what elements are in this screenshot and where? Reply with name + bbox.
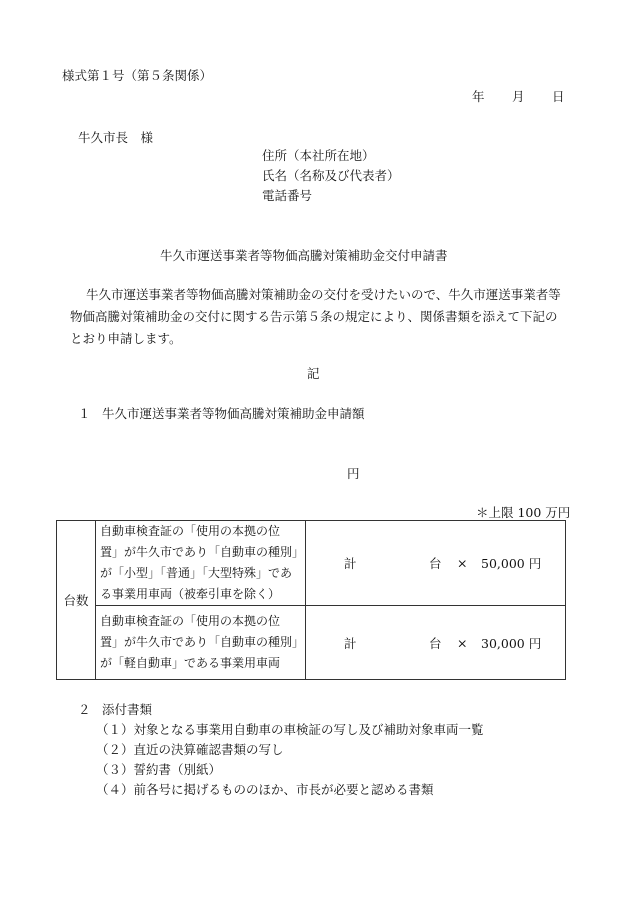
- body-paragraph: [70, 284, 564, 350]
- date-day-label: 日: [552, 89, 565, 104]
- condition-line: が「小型」「普通」「大型特殊」であ: [100, 566, 293, 580]
- section1-title: 牛久市運送事業者等物価高騰対策補助金申請額: [102, 406, 365, 421]
- condition-line: る事業用車両（被牽引車を除く）: [100, 587, 281, 601]
- applicant-address-label: 住所（本社所在地）: [262, 148, 375, 163]
- attachment-item: （１）対象となる事業用自動車の車検証の写し及び補助対象車両一覧: [96, 722, 484, 737]
- body-text: 牛久市運送事業者等物価高騰対策補助金の交付を受けたいので、牛久市運送事業者等物価高騰対策補助金の交付に関する告示第５条の規定により、関係書類を添えて下記のとおり申請します。: [70, 287, 561, 346]
- times-sign: ×: [457, 635, 468, 650]
- vehicle-unit: 台: [429, 635, 442, 651]
- table-row: [57, 521, 566, 606]
- amount-unit: 円: [347, 466, 360, 481]
- rate-value: 50,000 円: [481, 556, 542, 571]
- attachment-item: （２）直近の決算確認書類の写し: [96, 742, 284, 757]
- applicant-phone-label: 電話番号: [262, 188, 313, 203]
- addressee: 牛久市長 様: [78, 130, 154, 145]
- applicant-name-label: 氏名（名称及び代表者）: [262, 168, 400, 183]
- date-month-label: 月: [512, 89, 525, 104]
- condition-line: 自動車検査証の「使用の本拠の位: [100, 614, 281, 628]
- section2-title: 添付書類: [102, 702, 153, 717]
- document-title: 牛久市運送事業者等物価高騰対策補助金交付申請書: [160, 248, 448, 263]
- category-cell: 台数: [57, 521, 96, 680]
- ki-label: 記: [307, 366, 320, 381]
- limit-note: ＊上限 100 万円: [476, 505, 571, 520]
- condition-line: 自動車検査証の「使用の本拠の位: [100, 524, 281, 538]
- form-number: 様式第１号（第５条関係）: [62, 68, 213, 83]
- condition-line: 置」が牛久市であり「自動車の種別」: [100, 635, 305, 649]
- condition-line: が「軽自動車」である事業用車両: [100, 656, 281, 670]
- condition-cell: [96, 521, 306, 606]
- count-amount-cell: [306, 606, 566, 680]
- vehicle-count-table: [56, 520, 566, 680]
- rate-value: 30,000 円: [481, 635, 542, 651]
- table-row: [57, 606, 566, 680]
- section2-number: ２: [78, 702, 91, 717]
- times-sign: ×: [457, 555, 468, 571]
- section1-number: １: [78, 406, 91, 421]
- attachment-item: （３）誓約書（別紙）: [96, 762, 222, 777]
- condition-line: 置」が牛久市であり「自動車の種別」: [100, 545, 305, 559]
- count-amount-cell: [306, 521, 566, 606]
- vehicle-unit: 台: [429, 556, 442, 571]
- date-year-label: 年: [472, 89, 485, 104]
- attachment-item: （４）前各号に掲げるもののほか、市長が必要と認める書類: [96, 782, 434, 797]
- total-label: 計: [344, 635, 357, 651]
- total-label: 計: [344, 556, 357, 571]
- condition-cell: [96, 606, 306, 680]
